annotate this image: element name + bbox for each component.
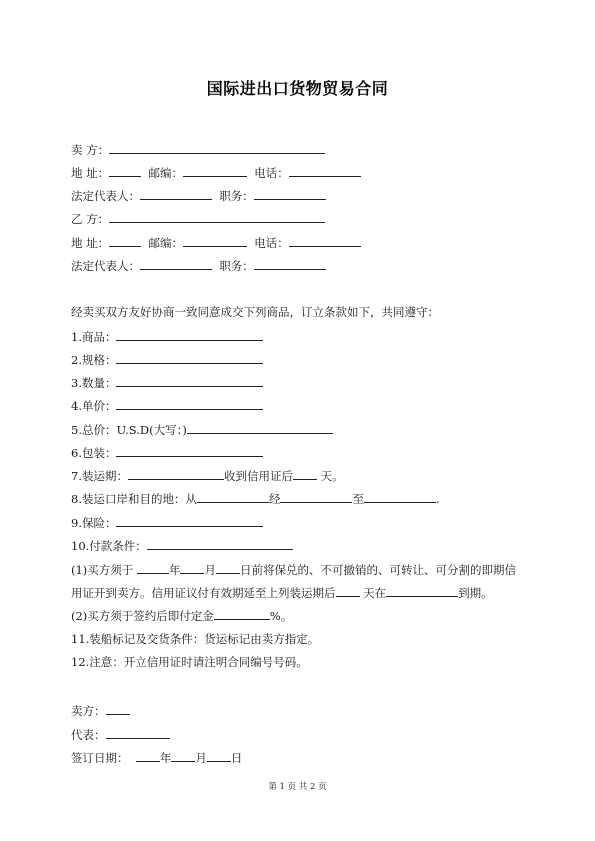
unit-price-field[interactable] (116, 397, 263, 410)
sign-month-text: 月 (195, 751, 207, 765)
seller-address-label: 地 址： (71, 166, 110, 180)
spec-field[interactable] (116, 351, 263, 364)
payment-label: 10.付款条件： (71, 539, 147, 553)
clause-total-price (71, 421, 333, 438)
buyer-postcode-field[interactable] (183, 234, 247, 247)
buyer-phone-label: 电话： (254, 236, 289, 250)
buyer-legal-rep-label: 法定代表人： (71, 259, 140, 273)
goods-label: 1.商品： (71, 330, 117, 344)
seller-line (71, 141, 325, 158)
clause-packing (71, 444, 263, 461)
payment-term-1 (71, 561, 516, 578)
total-price-field[interactable] (187, 421, 333, 434)
seller-label: 卖 方： (71, 143, 110, 157)
quantity-label: 3.数量： (71, 376, 117, 390)
signature-rep-label: 代表： (71, 728, 106, 742)
clause-shipping-marks: 11.装船标记及交货条件：货运标记由卖方指定。 (71, 632, 320, 646)
payment-term-2-start: (2)买方须于签约后即付定金 (71, 609, 214, 623)
buyer-legal-rep-field[interactable] (140, 257, 212, 270)
buyer-position-field[interactable] (254, 257, 326, 270)
sign-year-text: 年 (159, 751, 172, 765)
buyer-position-label: 职务： (219, 259, 254, 273)
clause-goods (71, 328, 263, 345)
signature-date-line (71, 749, 242, 766)
lc-valid-days-field[interactable] (336, 584, 360, 597)
lc-month-text: 月 (204, 563, 216, 577)
goods-field[interactable] (116, 328, 263, 341)
deposit-percent-field[interactable] (214, 607, 270, 620)
lc-expire-text: 到期。 (458, 586, 493, 600)
page-footer: 第 1 页 共 2 页 (268, 782, 327, 792)
sign-month-field[interactable] (171, 749, 195, 762)
seller-postcode-label: 邮编： (148, 166, 183, 180)
seller-postcode-field[interactable] (183, 164, 247, 177)
quantity-field[interactable] (116, 374, 263, 387)
shipment-label: 7.装运期： (71, 469, 128, 483)
payment-term-1-start: (1)买方须于 (71, 563, 134, 577)
clause-quantity (71, 374, 263, 391)
payment-term-1-line2: 用证开到卖方。信用证议付有效期延至上列装运期后 (71, 586, 336, 600)
port-to-field[interactable] (364, 490, 436, 503)
seller-address-line (71, 164, 361, 181)
port-from-field[interactable] (197, 490, 269, 503)
buyer-name-field[interactable] (109, 210, 325, 223)
ports-via-text: 经 (268, 492, 281, 506)
unit-price-label: 4.单价： (71, 399, 117, 413)
seller-legal-rep-label: 法定代表人： (71, 189, 140, 203)
buyer-address-field[interactable] (109, 234, 141, 247)
ports-end-text: . (435, 492, 440, 506)
ports-to-text: 至 (352, 492, 364, 506)
seller-legal-rep-field[interactable] (140, 187, 212, 200)
lc-month-field[interactable] (180, 561, 204, 574)
seller-phone-label: 电话： (254, 166, 289, 180)
payment-field[interactable] (147, 537, 293, 550)
preamble: 经卖买双方友好协商一致同意成交下列商品，订立条款如下，共同遵守： (71, 305, 439, 319)
signature-seller-label: 卖方： (71, 704, 106, 718)
lc-expire-place-field[interactable] (386, 584, 458, 597)
packing-field[interactable] (116, 444, 263, 457)
seller-phone-field[interactable] (289, 164, 361, 177)
lc-year-field[interactable] (137, 561, 169, 574)
payment-term-2 (71, 607, 292, 624)
signature-date-label: 签订日期： (71, 751, 129, 765)
sign-day-field[interactable] (207, 749, 231, 762)
buyer-line (71, 210, 325, 227)
shipment-end-text: 天。 (320, 469, 344, 483)
shipment-mid-text: 收到信用证后 (223, 469, 293, 483)
clause-spec (71, 351, 263, 368)
clause-unit-price (71, 397, 263, 414)
deposit-percent-text: %。 (269, 609, 293, 623)
payment-term-1-cont (71, 584, 493, 601)
clause-ports (71, 490, 440, 507)
packing-label: 6.包装： (71, 446, 117, 460)
lc-day-field[interactable] (216, 561, 240, 574)
signature-rep-line (71, 726, 170, 743)
lc-days-text: 天在 (363, 586, 387, 600)
total-price-label: 5.总价：U.S.D(大写：) (71, 423, 187, 437)
buyer-phone-field[interactable] (289, 234, 361, 247)
signature-rep-field[interactable] (106, 726, 170, 739)
seller-rep-line (71, 187, 326, 204)
clause-payment (71, 537, 293, 554)
insurance-label: 9.保险： (71, 516, 117, 530)
ports-label: 8.装运口岸和目的地：从 (71, 492, 197, 506)
seller-position-label: 职务： (219, 189, 254, 203)
contract-title: 国际进出口货物贸易合同 (206, 79, 389, 98)
buyer-address-line (71, 234, 361, 251)
port-via-field[interactable] (280, 490, 352, 503)
buyer-address-label: 地 址： (71, 236, 110, 250)
clause-note: 12.注意：开立信用证时请注明合同编号号码。 (71, 655, 308, 669)
spec-label: 2.规格： (71, 353, 117, 367)
clause-shipment (71, 467, 344, 484)
sign-year-field[interactable] (136, 749, 160, 762)
buyer-rep-line (71, 257, 326, 274)
buyer-label: 乙 方： (71, 212, 110, 226)
seller-position-field[interactable] (254, 187, 326, 200)
payment-term-1-rest: 日前将保兑的、不可撤销的、可转让、可分割的即期信 (239, 563, 516, 577)
clause-insurance (71, 514, 263, 531)
lc-year-text: 年 (168, 563, 181, 577)
signature-seller-line (71, 702, 130, 719)
shipment-period-field[interactable] (128, 467, 224, 480)
shipment-days-field[interactable] (293, 467, 317, 480)
seller-name-field[interactable] (109, 141, 325, 154)
signature-seller-field[interactable] (106, 702, 130, 715)
seller-address-field[interactable] (109, 164, 141, 177)
buyer-postcode-label: 邮编： (148, 236, 183, 250)
insurance-field[interactable] (116, 514, 263, 527)
sign-day-text: 日 (230, 751, 243, 765)
